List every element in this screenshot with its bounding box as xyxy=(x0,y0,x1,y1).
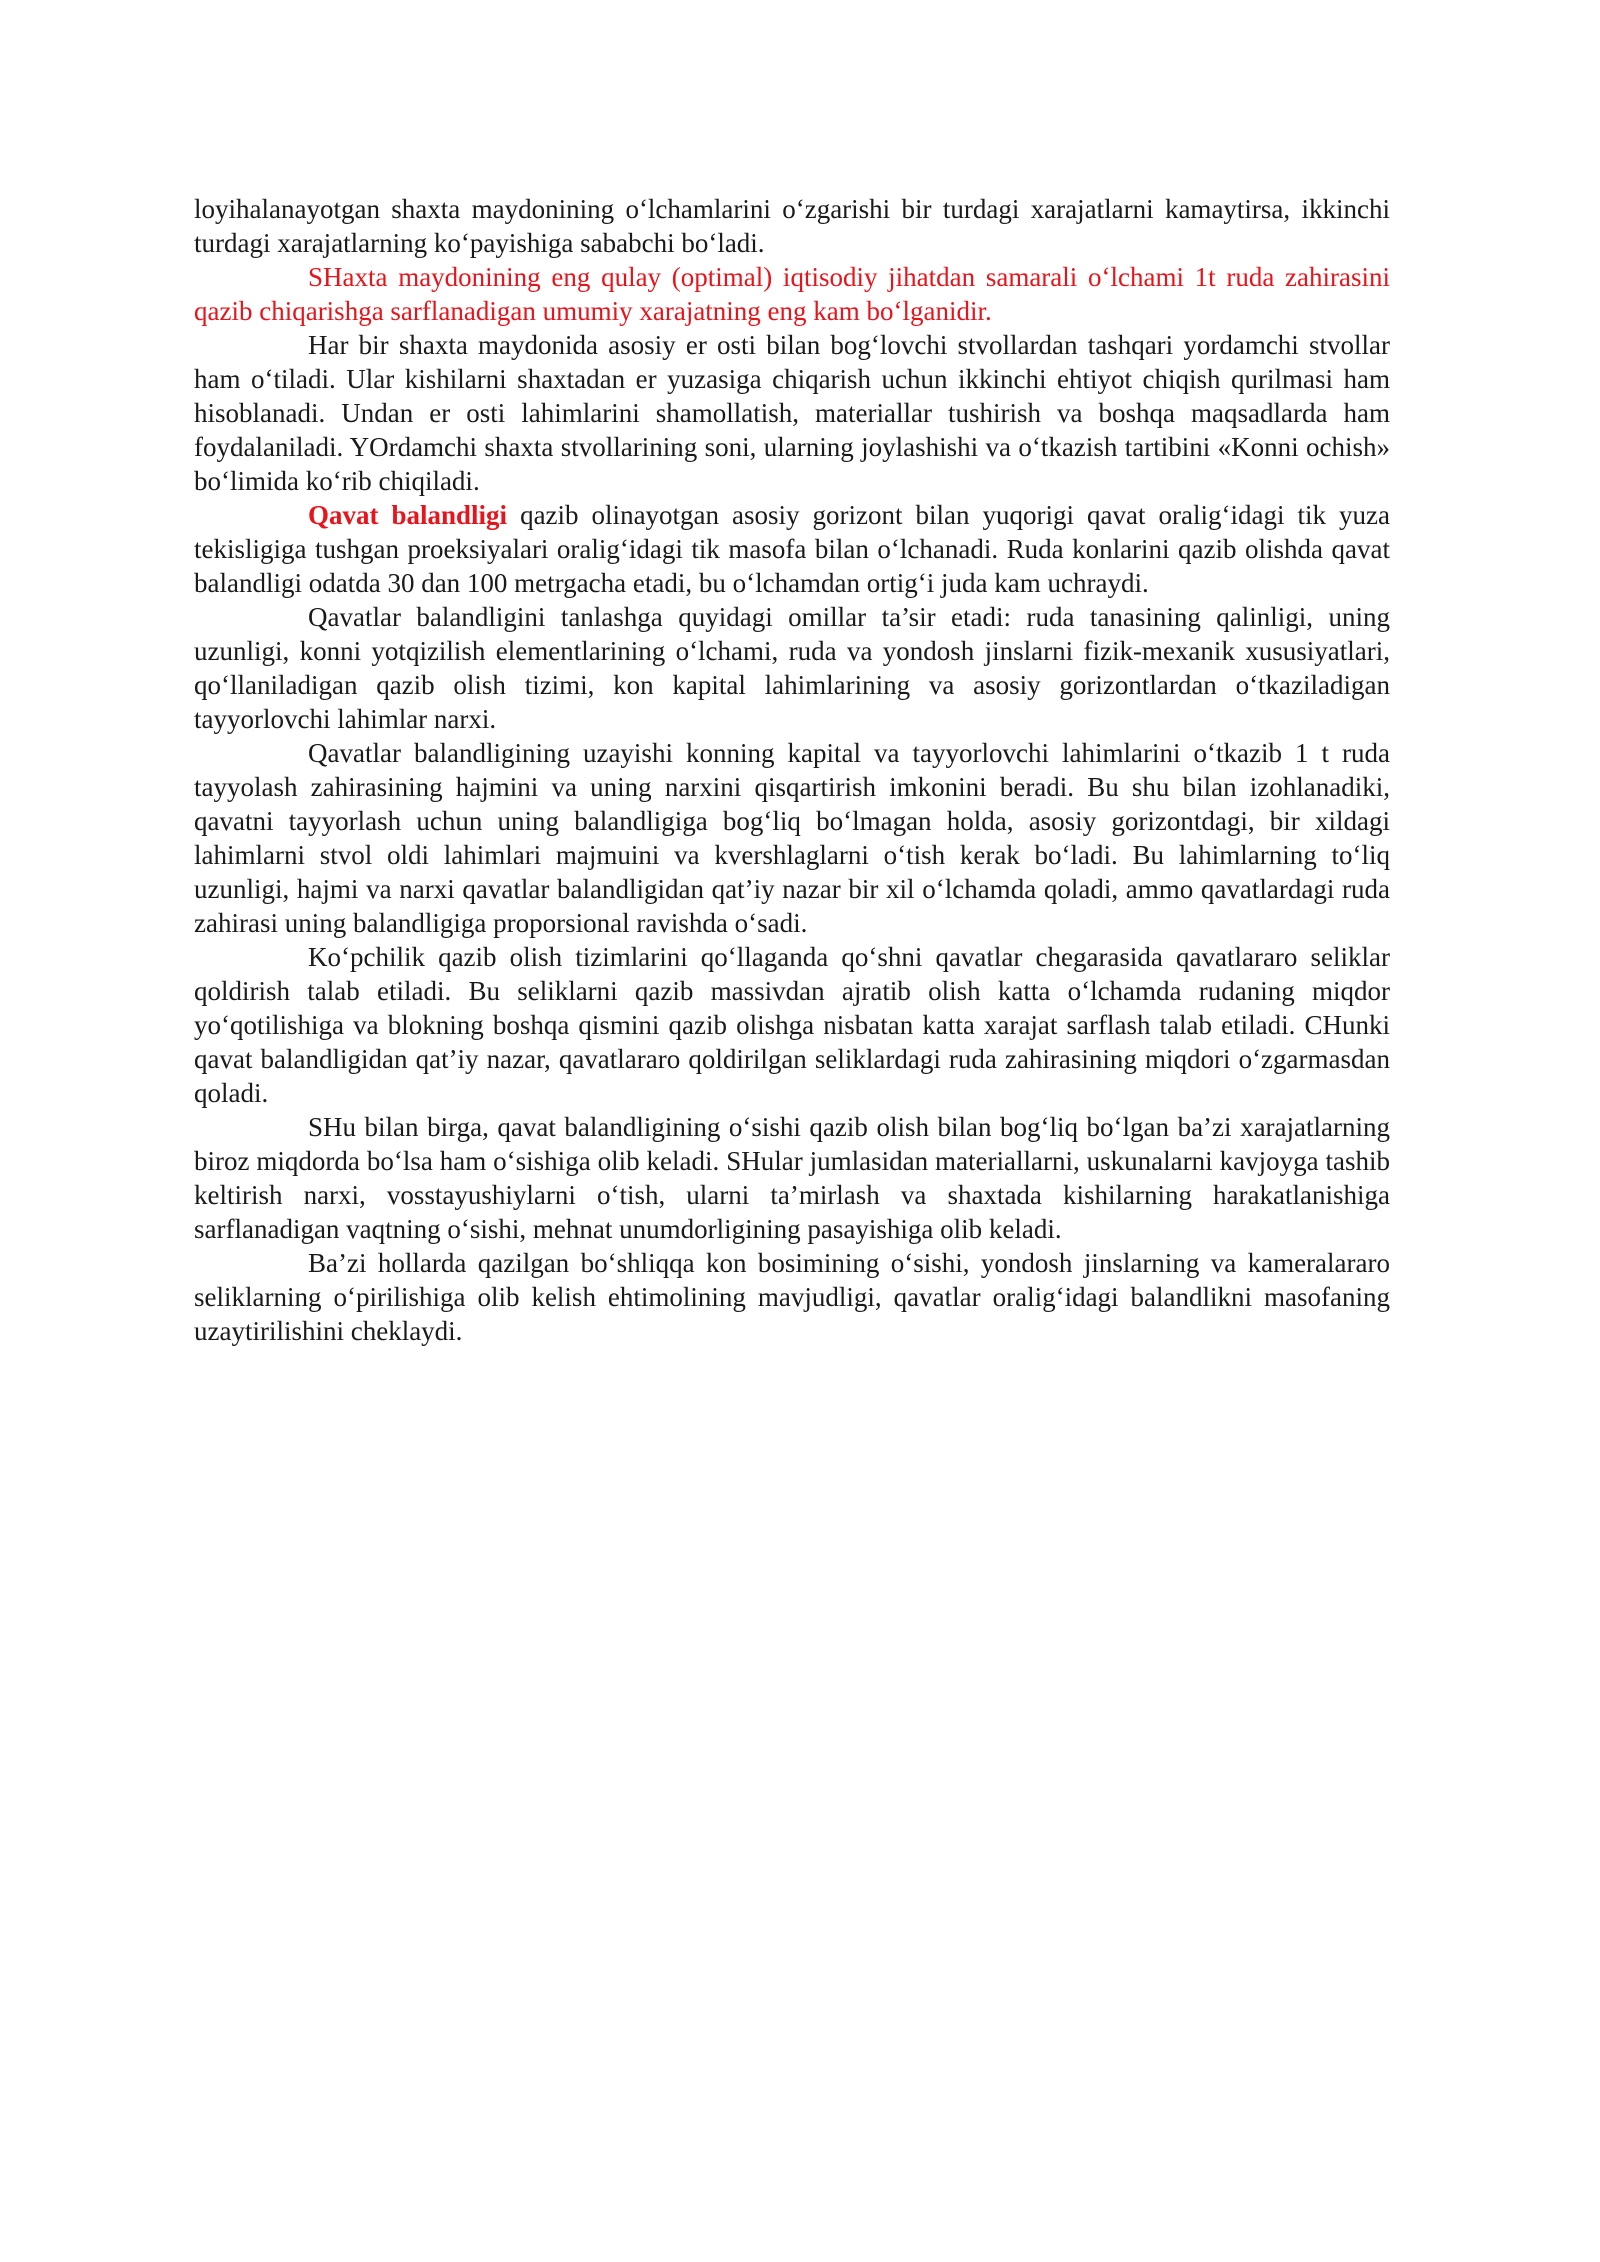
paragraph-1: loyihalanayotgan shaxta maydonining o‘lchamlarini o‘zgarishi bir turdagi xarajatlarni kamaytirsa, ikkinchi turdagi xarajatlarning ko‘payishiga sababchi bo‘ladi. xyxy=(194,194,1390,258)
document-page xyxy=(194,192,1390,1348)
paragraph-limitations: Ba’zi hollarda qazilgan bo‘shliqqa kon bosimining o‘sishi, yondosh jinslarning va kameralararo seliklarning o‘pirilishiga olib kelish ehtimolining mavjudligi, qavatlar oralig‘idagi balandlikni masofaning uzaytirilishini cheklaydi. xyxy=(194,1248,1390,1346)
paragraph-auxiliary-shafts: Har bir shaxta maydonida asosiy er osti bilan bog‘lovchi stvollardan tashqari yordamchi stvollar ham o‘tiladi. Ular kishilarni shaxtadan er yuzasiga chiqarish uchun ikkinchi ehtiyot chiqish qurilmasi ham hisoblanadi. Undan er osti lahimlarini shamollatish, materiallar tushirish va boshqa maqsadlarda ham foydalaniladi. YOrdamchi shaxta stvollarining soni, ularning joylashishi va o‘tkazish tartibini «Konni ochish» bo‘limida ko‘rib chiqiladi. xyxy=(194,330,1390,496)
paragraph-interlevel-pillars: Ko‘pchilik qazib olish tizimlarini qo‘llaganda qo‘shni qavatlar chegarasida qavatlararo seliklar qoldirish talab etiladi. Bu seliklarni qazib massivdan ajratib olish katta o‘lchamda rudaning miqdor yo‘qotilishiga va blokning boshqa qismini qazib olishga nisbatan katta xarajat sarflash talab etiladi. CHunki qavat balandligidan qat’iy nazar, qavatlararo qoldirilgan seliklardagi ruda zahirasining miqdori o‘zgarmasdan qoladi. xyxy=(194,942,1390,1108)
paragraph-level-height-increase: Qavatlar balandligining uzayishi konning kapital va tayyorlovchi lahimlarini o‘tkazib 1 t ruda tayyolash zahirasining hajmini va uning narxini qisqartirish imkonini beradi. Bu shu bilan izohlanadiki, qavatni tayyorlash uchun uning balandligiga bog‘liq bo‘lmagan holda, asosiy gorizontdagi, bir xildagi lahimlarni stvol oldi lahimlari majmuini va kvershlaglarni o‘tish kerak bo‘ladi. Bu lahimlarning to‘liq uzunligi, hajmi va narxi qavatlar balandligidan qat’iy nazar bir xil o‘lchamda qoladi, ammo qavatlardagi ruda zahirasi uning balandligiga proporsional ravishda o‘sadi. xyxy=(194,738,1390,938)
paragraph-level-height xyxy=(194,498,1390,600)
paragraph-level-height-factors: Qavatlar balandligini tanlashga quyidagi omillar ta’sir etadi: ruda tanasining qalinligi, uning uzunligi, konni yotqizilish elementlarining o‘lchami, ruda va yondosh jinslarni fizik-mexanik xususiyatlari, qo‘llaniladigan qazib olish tizimi, kon kapital lahimlarining va asosiy gorizontlardan o‘tkaziladigan tayyorlovchi lahimlar narxi. xyxy=(194,602,1390,734)
paragraph-cost-growth: SHu bilan birga, qavat balandligining o‘sishi qazib olish bilan bog‘liq bo‘lgan ba’zi xarajatlarning biroz miqdorda bo‘lsa ham o‘sishiga olib keladi. SHular jumlasidan materiallarni, uskunalarni kavjoyga tashib keltirish narxi, vosstayushiylarni o‘tish, ularni ta’mirlash va shaxtada kishilarning harakatlanishiga sarflanadigan vaqtning o‘sishi, mehnat unumdorligining pasayishiga olib keladi. xyxy=(194,1112,1390,1244)
paragraph-level-height-text: qazib olinayotgan asosiy gorizont bilan yuqorigi qavat oralig‘idagi tik yuza tekisligiga tushgan proeksiyalari oralig‘idagi tik masofa bilan o‘lchanadi. Ruda konlarini qazib olishda qavat balandligi odatda 30 dan 100 metrgacha etadi, bu o‘lchamdan ortig‘i juda kam uchraydi. xyxy=(194,500,1391,598)
paragraph-optimal-size-definition: SHaxta maydonining eng qulay (optimal) iqtisodiy jihatdan samarali o‘lchami 1t ruda zahirasini qazib chiqarishga sarflanadigan umumiy xarajatning eng kam bo‘lganidir. xyxy=(194,262,1390,326)
term-level-height: Qavat balandligi xyxy=(308,500,508,530)
